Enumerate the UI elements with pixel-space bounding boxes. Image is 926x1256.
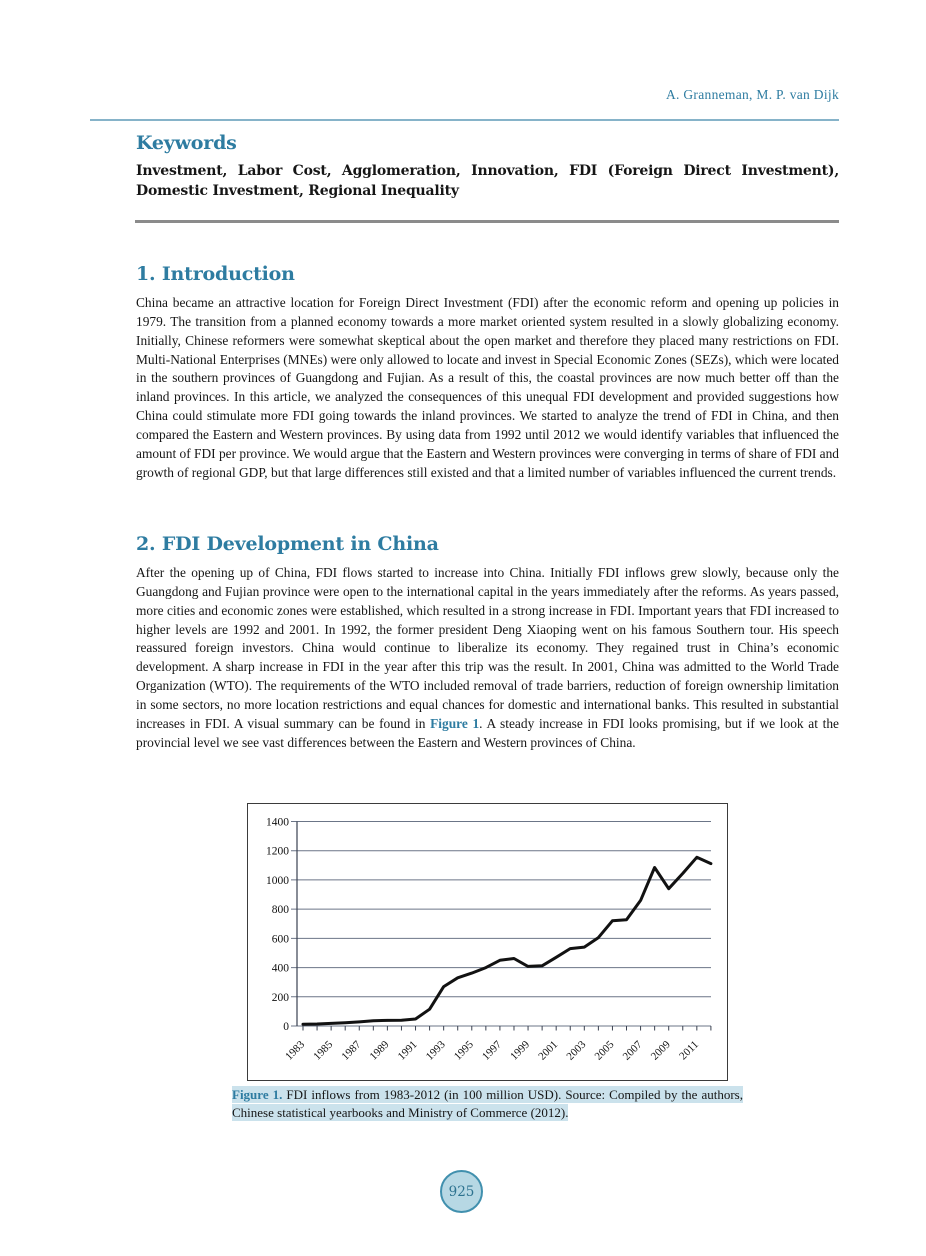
svg-text:1000: 1000 <box>266 874 289 887</box>
svg-text:1985: 1985 <box>311 1038 336 1063</box>
intro-paragraph: China became an attractive location for Foreign Direct Investment (FDI) after the economic reform and opening up policies in 1979. The transition from a planned economy towards a more market oriented system resulted in a slowly globalizing economy. Initially, Chinese reformers were somewhat skeptical about the open market and therefore they placed many restrictions on FDI. Multi-National Enterprises (MNEs) were only allowed to locate and invest in Special Economic Zones (SEZs), which were located in the southern provinces of Guangdong and Fujian. As a result of this, the coastal provinces are now much better off than the inland provinces. In this article, we analyzed the consequences of this unequal FDI development and provided suggestions how China could stimulate more FDI going towards the inland provinces. We started to analyze the trend of FDI in China, and then compared the Eastern and Western provinces. By using data from 1992 until 2012 we would identify variables that influenced the amount of FDI per province. We would argue that the Eastern and Western provinces were converging in terms of share of FDI and growth of regional GDP, but that large differences still existed and that a limited number of variables influenced the current trends. <box>136 295 840 480</box>
keywords-rule <box>135 220 839 223</box>
svg-text:2007: 2007 <box>620 1038 645 1063</box>
svg-text:1991: 1991 <box>395 1038 420 1063</box>
svg-text:2011: 2011 <box>677 1038 701 1063</box>
page-number-badge <box>440 1170 483 1213</box>
svg-text:2001: 2001 <box>536 1038 561 1063</box>
svg-text:400: 400 <box>271 962 289 975</box>
svg-text:2005: 2005 <box>592 1038 617 1063</box>
fdi-paragraph-before-link: After the opening up of China, FDI flows started to increase into China. Initially FDI inflows grew slowly, because only the Guangdong and Fujian province were open to the international capital in the years immediately after the reforms. As years passed, more cities and economic zones were established, which resulted in a strong increase in FDI. Important years that FDI increased to higher levels are 1992 and 2001. In 1992, the former president Deng Xiaoping went on his famous Southern tour. His speech reassured foreign investors. China would continue to liberalize its economy. They regained trust in China’s economic development. A sharp increase in FDI in the year after this trip was the result. In 2001, China was admitted to the World Trade Organization (WTO). The requirements of the WTO included removal of trade barriers, reduction of foreign ownership limitation in some sectors, no more location restrictions and equal chances for domestic and international banks. This resulted in substantial increases in FDI. A visual summary can be found in <box>136 565 839 731</box>
figure-caption-label: Figure 1. <box>232 1087 283 1102</box>
figure-1-chart <box>247 803 728 1081</box>
svg-text:1999: 1999 <box>508 1038 533 1063</box>
svg-text:1995: 1995 <box>451 1038 476 1063</box>
figure-caption-text: FDI inflows from 1983-2012 (in 100 million USD). Source: Compiled by the authors, Chinese statistical yearbooks and Ministry of Commerce (2012). <box>232 1087 743 1120</box>
header-rule <box>90 119 839 121</box>
svg-text:2009: 2009 <box>648 1038 673 1063</box>
author-line: A. Granneman, M. P. van Dijk <box>665 87 839 102</box>
svg-text:1997: 1997 <box>479 1038 505 1063</box>
fdi-paragraph <box>136 564 839 752</box>
fdi-paragraph-after-link: . A steady increase in FDI looks promising, but if we look at the provincial level we see vast differences between the Eastern and Western provinces of China. <box>136 715 839 750</box>
svg-text:800: 800 <box>271 904 289 917</box>
figure-caption <box>232 1086 743 1122</box>
svg-text:600: 600 <box>271 933 289 946</box>
fdi-line-chart <box>248 804 727 1080</box>
svg-text:2003: 2003 <box>564 1038 589 1063</box>
section-heading-fdi-development: 2. FDI Development in China <box>136 533 439 555</box>
svg-text:1987: 1987 <box>339 1038 364 1063</box>
keywords-heading: Keywords <box>136 132 237 154</box>
svg-text:1983: 1983 <box>283 1038 308 1063</box>
svg-text:200: 200 <box>271 991 289 1004</box>
svg-text:1200: 1200 <box>266 845 289 858</box>
keywords-text: Investment, Labor Cost, Agglomeration, Innovation, FDI (Foreign Direct Investment), Domestic Investment, Regional Inequality <box>136 163 839 199</box>
page-number: 925 <box>448 1183 475 1200</box>
svg-text:0: 0 <box>283 1021 289 1033</box>
svg-text:1989: 1989 <box>367 1038 392 1063</box>
svg-text:1993: 1993 <box>423 1038 448 1063</box>
section-heading-introduction: 1. Introduction <box>136 263 295 285</box>
svg-text:1400: 1400 <box>266 816 289 829</box>
figure-1-link[interactable]: Figure 1 <box>430 715 480 731</box>
